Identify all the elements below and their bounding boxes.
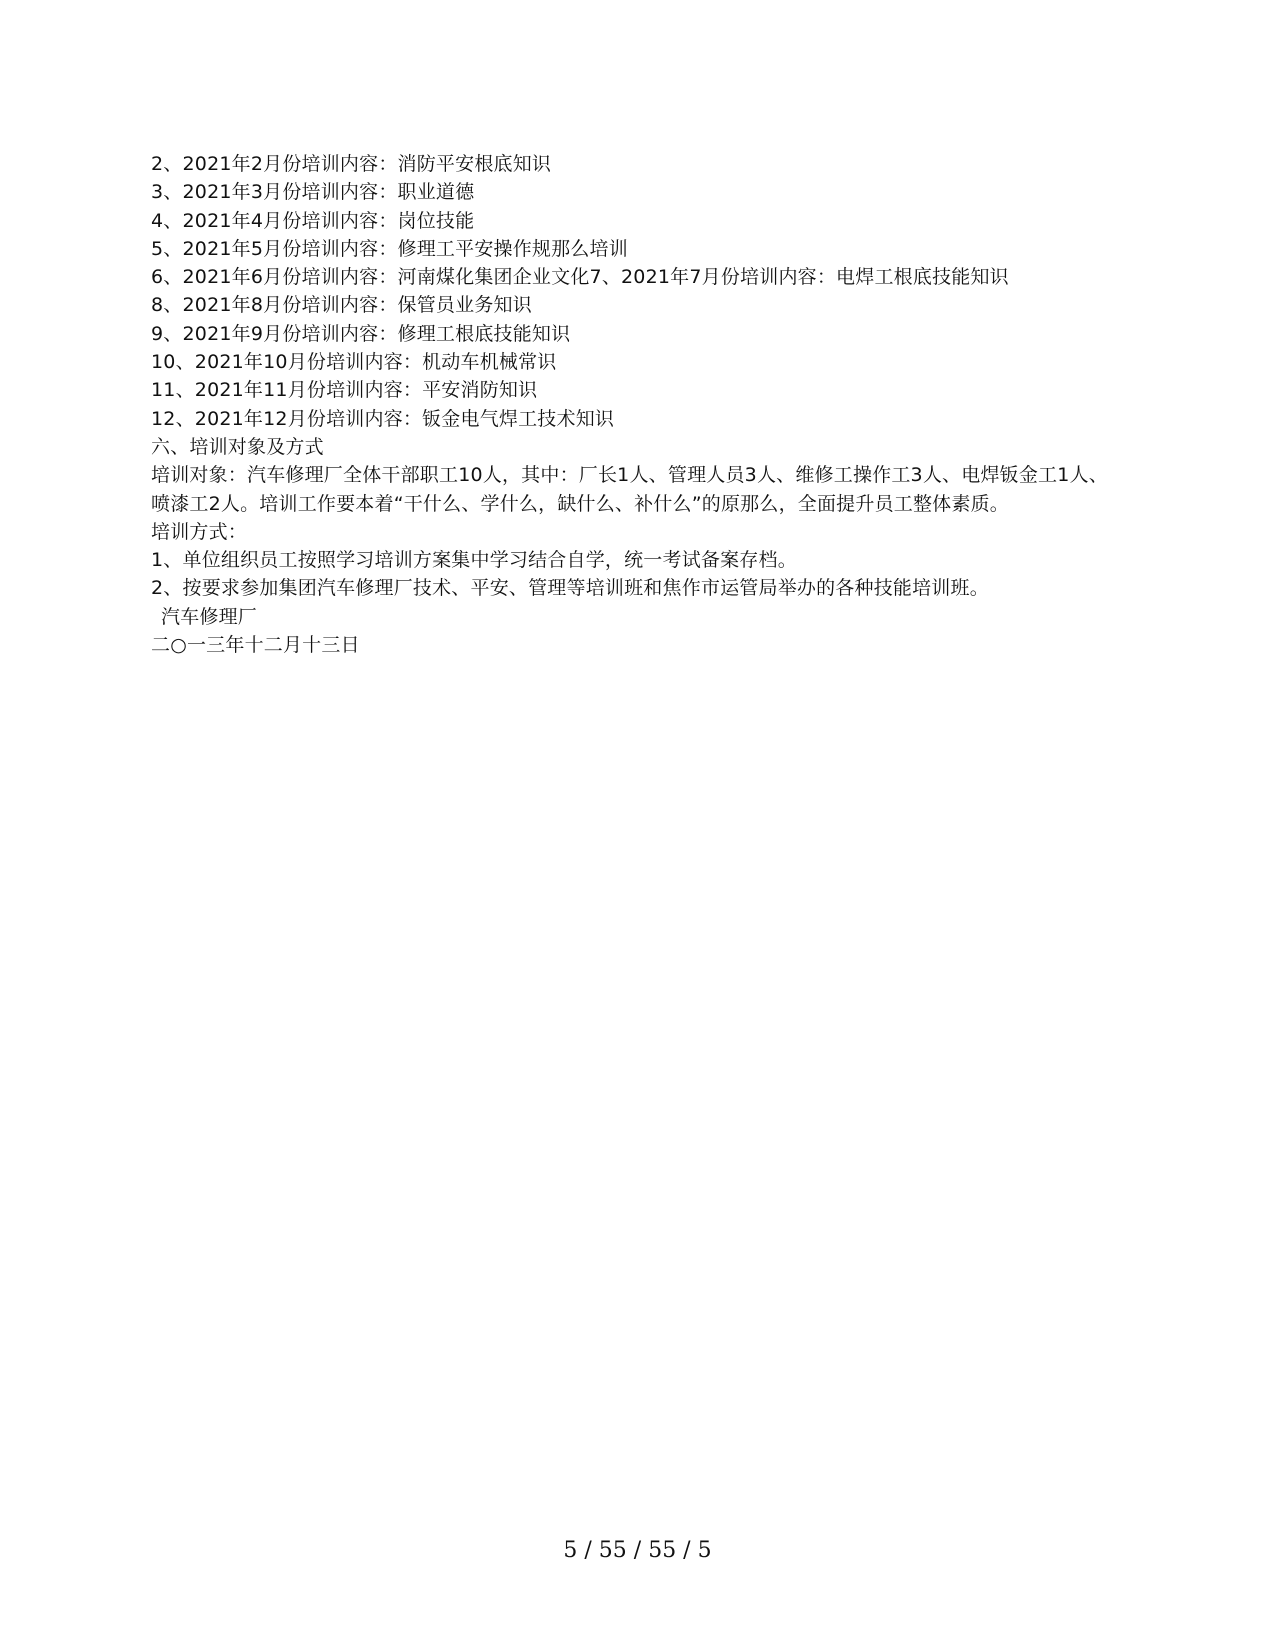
page-number-footer: 5 / 55 / 55 / 5 <box>563 1538 712 1563</box>
training-item-mar: 3、2021年3月份培训内容：职业道德 <box>151 181 475 204</box>
section-heading-six: 六、培训对象及方式 <box>151 435 324 458</box>
training-item-feb: 2、2021年2月份培训内容：消防平安根底知识 <box>151 153 552 175</box>
training-item-oct: 10、2021年10月份培训内容：机动车机械常识 <box>151 351 557 374</box>
training-item-dec: 12、2021年12月份培训内容：钣金电气焊工技术知识 <box>151 407 615 430</box>
signature-date: 二○一三年十二月十三日 <box>151 634 360 657</box>
training-item-apr: 4、2021年4月份培训内容：岗位技能 <box>151 209 475 232</box>
training-method-item-1: 1、单位组织员工按照学习培训方案集中学习结合自学，统一考试备案存档。 <box>151 549 797 572</box>
training-item-sep: 9、2021年9月份培训内容：修理工根底技能知识 <box>151 322 571 345</box>
training-item-may: 5、2021年5月份培训内容：修理工平安操作规那么培训 <box>151 237 628 260</box>
document-body <box>151 150 1126 659</box>
signature-organization: 汽车修理厂 <box>161 605 258 628</box>
training-item-aug: 8、2021年8月份培训内容：保管员业务知识 <box>151 294 532 317</box>
training-item-jun-jul: 6、2021年6月份培训内容：河南煤化集团企业文化7、2021年7月份培训内容：电焊工根底技能知识 <box>151 266 1009 289</box>
training-method-item-2: 2、按要求参加集团汽车修理厂技术、平安、管理等培训班和焦作市运管局举办的各种技能培训班。 <box>151 577 989 600</box>
training-objects-paragraph: 培训对象：汽车修理厂全体干部职工10人，其中：厂长1人、管理人员3人、维修工操作工3人、电焊钣金工1人、喷漆工2人。培训工作要本着“干什么、学什么，缺什么、补什么”的原那么，全面提升员工整体素质。 <box>151 464 1108 515</box>
training-item-nov: 11、2021年11月份培训内容：平安消防知识 <box>151 379 538 402</box>
training-methods-heading: 培训方式： <box>151 520 248 543</box>
